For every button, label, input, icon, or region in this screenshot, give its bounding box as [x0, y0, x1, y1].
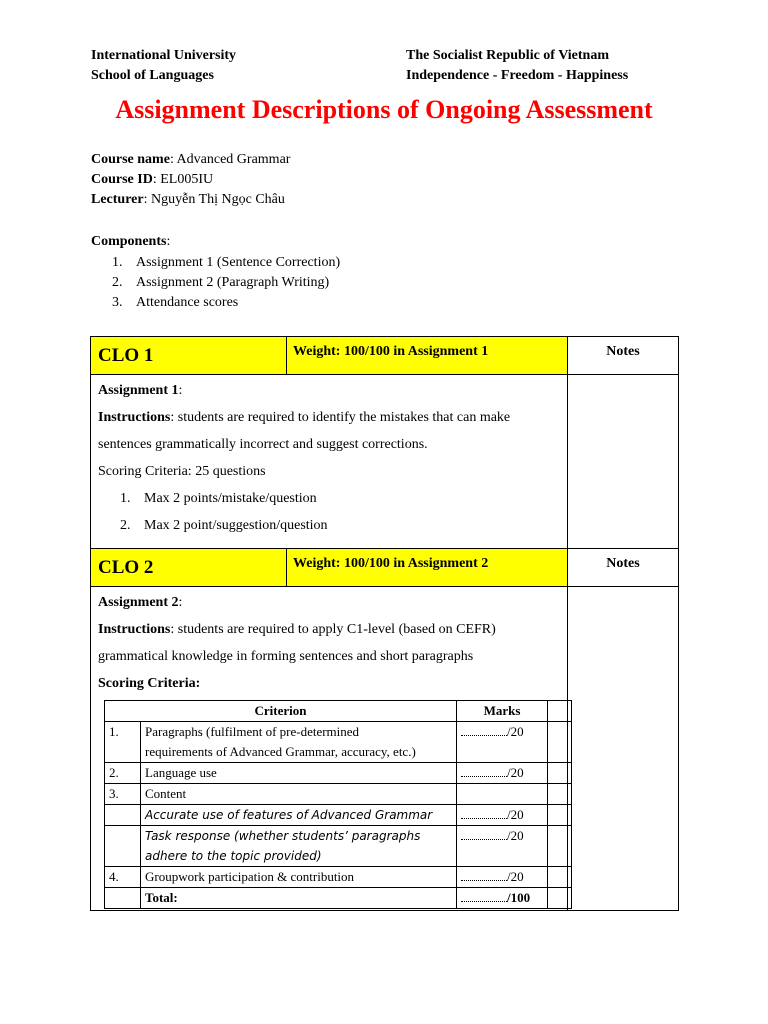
blank-line: [461, 827, 507, 840]
national-motto: Independence - Freedom - Happiness: [406, 68, 629, 83]
school-name: School of Languages: [91, 68, 214, 83]
clo2-notes-header: Notes: [606, 556, 640, 571]
table-row: 1. Paragraphs (fulfilment of pre-determined requirements of Advanced Grammar, accuracy, etc.) /20: [105, 722, 572, 763]
blank-line: [461, 868, 507, 881]
list-item: 1. Assignment 1 (Sentence Correction): [112, 255, 341, 270]
institution-header: [91, 46, 236, 86]
clo2-assignment-title: Assignment 2:: [98, 595, 183, 610]
table-row: Accurate use of features of Advanced Grammar /20: [105, 805, 572, 826]
clo2-instructions-cont: grammatical knowledge in forming sentences and short paragraphs: [98, 649, 474, 664]
clo1-instructions-cont: sentences grammatically incorrect and suggest corrections.: [98, 437, 428, 452]
clo1-instructions: Instructions: students are required to identify the mistakes that can make: [98, 410, 511, 425]
course-name-value: : Advanced Grammar: [169, 152, 291, 167]
clo2-weight: Weight: 100/100 in Assignment 2: [293, 556, 489, 571]
lecturer-value: : Nguyễn Thị Ngọc Châu: [143, 192, 285, 207]
table-header-row: [105, 701, 572, 722]
marks-header: Marks: [457, 701, 548, 722]
clo1-description-cell: [90, 374, 568, 549]
university-name: International University: [91, 48, 237, 63]
blank-line: [461, 764, 507, 777]
criterion-header: Criterion: [105, 701, 457, 722]
course-id-line: [91, 170, 213, 190]
clo2-notes-header-cell: [567, 548, 679, 587]
lecturer-label: Lecturer: [91, 192, 144, 207]
course-name-line: [91, 150, 290, 170]
clo1-scoring: Scoring Criteria: 25 questions: [98, 464, 266, 479]
course-id-label: Course ID: [91, 172, 153, 187]
clo2-weight-cell: [286, 548, 568, 587]
table-row: Task response (whether students’ paragraphs adhere to the topic provided) /20: [105, 826, 572, 867]
blank-line: [461, 723, 507, 736]
blank-line: [461, 889, 507, 902]
list-item: 3. Attendance scores: [112, 295, 239, 310]
clo1-weight-cell: [286, 336, 568, 375]
clo1-label-cell: [90, 336, 287, 375]
clo2-scoring-label: Scoring Criteria:: [98, 676, 201, 691]
course-name-label: Course name: [91, 152, 170, 167]
table-row-total: Total: /100: [105, 888, 572, 909]
course-id-value: : EL005IU: [152, 172, 214, 187]
lecturer-line: [91, 190, 285, 210]
clo1-assignment-title: Assignment 1:: [98, 383, 183, 398]
components-heading: Components:: [91, 234, 171, 249]
clo1-notes-header: Notes: [606, 344, 640, 359]
scoring-criteria-table: [104, 700, 572, 909]
document-title: Assignment Descriptions of Ongoing Assessment: [115, 95, 653, 124]
list-item: 2. Max 2 point/suggestion/question: [120, 518, 328, 533]
country-name: The Socialist Republic of Vietnam: [406, 48, 610, 63]
national-header: [406, 46, 628, 86]
clo1-notes-cell: [567, 374, 679, 549]
clo1-notes-header-cell: [567, 336, 679, 375]
blank-line: [461, 806, 507, 819]
clo2-label: CLO 2: [98, 557, 154, 578]
list-item: 2. Assignment 2 (Paragraph Writing): [112, 275, 330, 290]
clo1-label: CLO 1: [98, 345, 154, 366]
clo2-instructions: Instructions: students are required to apply C1-level (based on CEFR): [98, 622, 496, 637]
clo2-notes-cell: [567, 586, 679, 911]
table-row: 2. Language use /20: [105, 763, 572, 784]
components-label: Components: [91, 234, 167, 249]
table-row: 3. Content: [105, 784, 572, 805]
clo1-weight: Weight: 100/100 in Assignment 1: [293, 344, 489, 359]
list-item: 1. Max 2 points/mistake/question: [120, 491, 317, 506]
clo2-label-cell: [90, 548, 287, 587]
components-list: [112, 253, 340, 313]
table-row: 4. Groupwork participation & contribution /20: [105, 867, 572, 888]
